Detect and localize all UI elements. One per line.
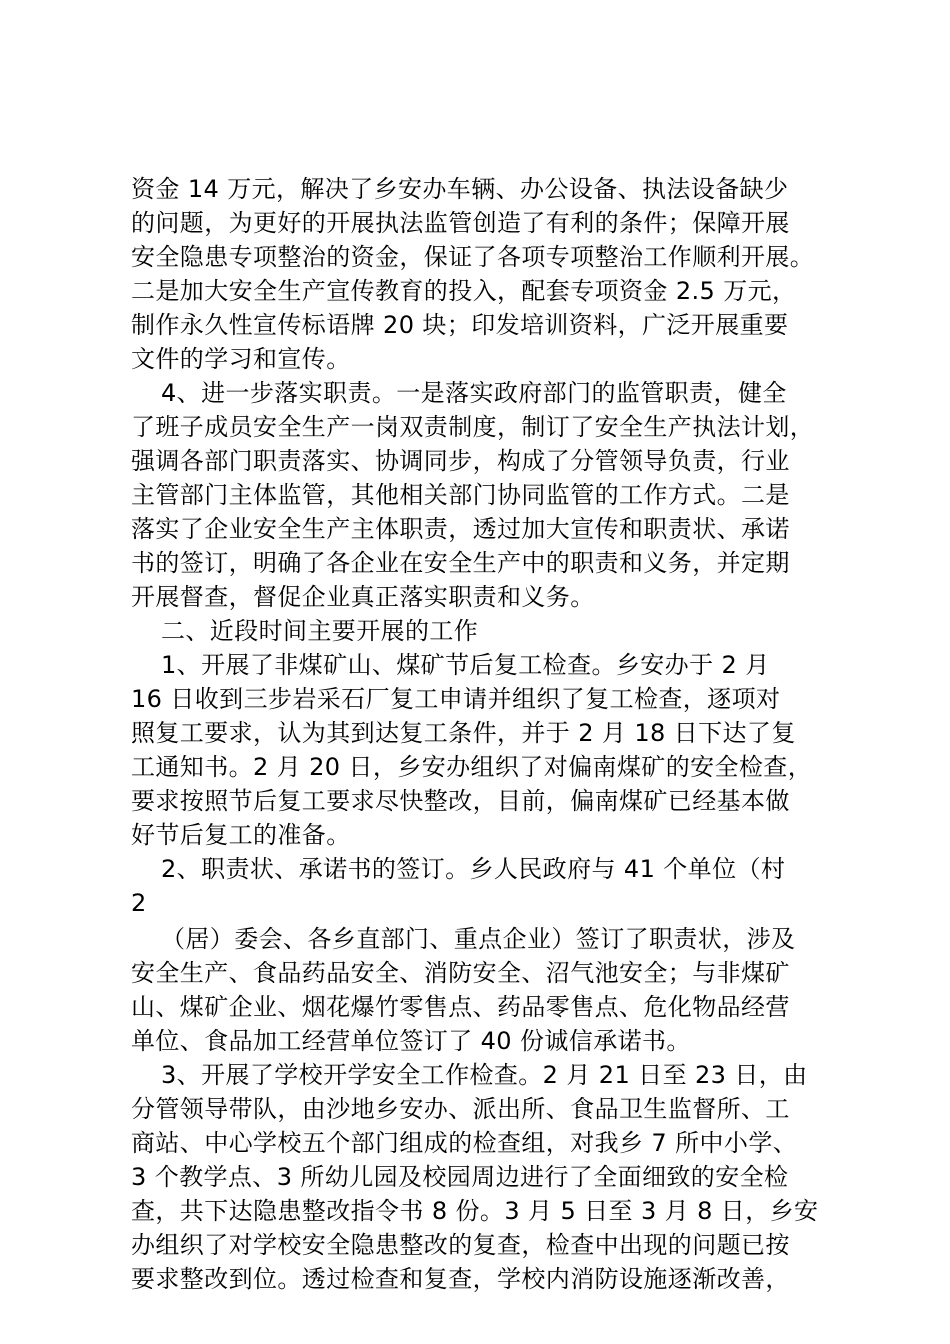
paragraph-line: 安全隐患专项整治的资金，保证了各项专项整治工作顺利开展。 [131, 243, 815, 271]
paragraph-line: 3、开展了学校开学安全工作检查。2 月 21 日至 23 日，由 [161, 1061, 808, 1089]
paragraph-line: 工通知书。2 月 20 日，乡安办组织了对偏南煤矿的安全检查， [131, 753, 813, 781]
paragraph-line: 16 日收到三步岩采石厂复工申请并组织了复工检查，逐项对 [131, 685, 781, 713]
paragraph-line: 好节后复工的准备。 [131, 821, 351, 849]
paragraph-line: 3 个教学点、3 所幼儿园及校园周边进行了全面细致的安全检 [131, 1163, 789, 1191]
paragraph-line: 开展督查，督促企业真正落实职责和义务。 [131, 583, 595, 611]
paragraph-line: 2、职责状、承诺书的签订。乡人民政府与 41 个单位（村 [161, 855, 786, 883]
paragraph-line: 单位、食品加工经营单位签订了 40 份诚信承诺书。 [131, 1027, 691, 1055]
paragraph-line: 主管部门主体监管，其他相关部门协同监管的工作方式。二是 [131, 481, 790, 509]
paragraph-line: （居）委会、各乡直部门、重点企业）签订了职责状，涉及 [161, 925, 796, 953]
paragraph-line: 二是加大安全生产宣传教育的投入，配套专项资金 2.5 万元， [131, 277, 797, 305]
paragraph-line: 查，共下达隐患整改指令书 8 份。3 月 5 日至 3 月 8 日，乡安 [131, 1197, 819, 1225]
paragraph-line: 落实了企业安全生产主体职责，透过加大宣传和职责状、承诺 [131, 515, 790, 543]
paragraph-line: 4、进一步落实职责。一是落实政府部门的监管职责，健全 [161, 379, 787, 407]
paragraph-line: 要求按照节后复工要求尽快整改，目前，偏南煤矿已经基本做 [131, 787, 790, 815]
paragraph-line: 1、开展了非煤矿山、煤矿节后复工检查。乡安办于 2 月 [161, 651, 770, 679]
paragraph-line: 书的签订，明确了各企业在安全生产中的职责和义务，并定期 [131, 549, 790, 577]
paragraph-line: 的问题，为更好的开展执法监管创造了有利的条件；保障开展 [131, 209, 790, 237]
paragraph-line: 安全生产、食品药品安全、消防安全、沼气池安全；与非煤矿 [131, 959, 790, 987]
paragraph-line: 办组织了对学校安全隐患整改的复查，检查中出现的问题已按 [131, 1231, 790, 1259]
paragraph-line: 分管领导带队，由沙地乡安办、派出所、食品卫生监督所、工 [131, 1095, 790, 1123]
paragraph-line: 照复工要求，认为其到达复工条件，并于 2 月 18 日下达了复 [131, 719, 796, 747]
paragraph-line: 山、煤矿企业、烟花爆竹零售点、药品零售点、危化物品经营 [131, 993, 790, 1021]
paragraph-line: 制作永久性宣传标语牌 20 块；印发培训资料，广泛开展重要 [131, 311, 789, 339]
section-heading: 二、近段时间主要开展的工作 [161, 617, 479, 645]
paragraph-line: 强调各部门职责落实、协调同步，构成了分管领导负责，行业 [131, 447, 790, 475]
paragraph-line: 了班子成员安全生产一岗双责制度，制订了安全生产执法计划， [131, 413, 815, 441]
page-number: 2 [131, 889, 147, 917]
paragraph-line: 文件的学习和宣传。 [131, 345, 351, 373]
paragraph-line: 要求整改到位。透过检查和复查，学校内消防设施逐渐改善， [131, 1265, 790, 1293]
paragraph-line: 资金 14 万元，解决了乡安办车辆、办公设备、执法设备缺少 [131, 175, 789, 203]
paragraph-line: 商站、中心学校五个部门组成的检查组，对我乡 7 所中小学、 [131, 1129, 798, 1157]
